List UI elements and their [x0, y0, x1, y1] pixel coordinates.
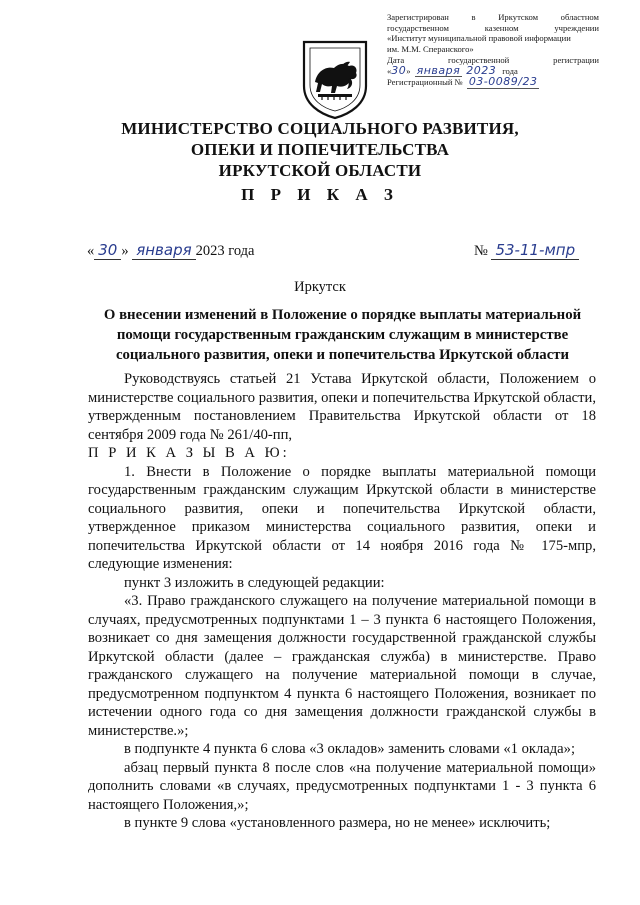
ministry-line: ИРКУТСКОЙ ОБЛАСТИ	[218, 161, 422, 180]
paragraph: «3. Право гражданского служащего на получение материальной помощи в случаях, предусмотренных подпунктами 1 – 3 пункта 6 настоящего Положения, возникает со дня замещения должности государственной гражданской службы Иркутской области (далее – гражданская служба) в министерстве. Право гражданского служащего на получение материальной помощи в случае, предусмотренном подпунктом 4 пункта 6 настоящего Положения, возникает по истечении одного года со дня замещения должности гражданской службы в министерстве.»;	[88, 593, 596, 739]
registration-line: Зарегистрирован в Иркутском областном	[387, 12, 599, 22]
registration-date-month: января	[416, 63, 461, 77]
paragraph: Руководствуясь статьей 21 Устава Иркутской области, Положением о министерстве социального развития, опеки и попечительства Иркутской области, утвержденным постановлением Правительства Иркутской области от 18 сентября 2009 года № 261/40-пп,	[88, 371, 596, 443]
registration-date-open: «	[387, 65, 392, 76]
ministry-line: МИНИСТЕРСТВО СОЦИАЛЬНОГО РАЗВИТИЯ,	[121, 119, 519, 138]
registration-line: им. М.М. Сперанского»	[387, 44, 474, 55]
document-body	[88, 370, 596, 833]
order-date-open: «	[87, 243, 95, 259]
order-number	[474, 241, 579, 260]
ministry-name	[0, 118, 640, 181]
ministry-line: ОПЕКИ И ПОПЕЧИТЕЛЬСТВА	[190, 140, 450, 159]
order-number-value: 53-11-мпр	[491, 241, 579, 260]
registration-stamp	[387, 12, 599, 89]
order-date-day: 30	[94, 241, 121, 260]
registration-line: Дата государственной регистрации	[387, 54, 599, 65]
city-name: Иркутск	[294, 279, 346, 295]
document-type: П Р И К А З	[241, 185, 399, 204]
paragraph: в пункте 9 слова «установленного размера, но не менее» исключить;	[124, 815, 551, 831]
order-word: П Р И К А З Ы В А Ю:	[88, 445, 290, 461]
irkutsk-coat-of-arms-icon	[300, 38, 370, 120]
registration-date-day: 30	[391, 63, 407, 77]
order-date-month: января	[132, 241, 195, 260]
order-date	[87, 241, 255, 260]
registration-number	[387, 77, 599, 89]
registration-number-value: 03-0089/23	[468, 75, 538, 89]
order-number-label: №	[474, 243, 488, 259]
registration-date-year: 2023	[466, 63, 497, 77]
paragraph: в подпункте 4 пункта 6 слова «3 окладов» заменить словами «1 оклада»;	[124, 741, 576, 757]
order-date-close: »	[121, 243, 129, 259]
registration-date-suffix: года	[502, 65, 518, 76]
paragraph: абзац первый пункта 8 после слов «на получение материальной помощи» дополнить словами «в случаях, предусмотренных подпунктами 1 - 3 пункта 6 настоящего Положения,»;	[88, 759, 596, 813]
registration-number-label: Регистрационный №	[387, 77, 463, 88]
registration-line: «Институт муниципальной правовой информации	[387, 33, 571, 44]
document-title: О внесении изменений в Положение о порядке выплаты материальной помощи государственным гражданским служащим в министерстве социального развития, опеки и попечительства Иркутской области	[103, 307, 582, 363]
registration-line: государственном казенном учреждении	[387, 22, 599, 33]
paragraph: 1. Внести в Положение о порядке выплаты материальной помощи государственным гражданским служащим Иркутской области в министерстве социального развития, опеки и попечительства Иркутской области, утвержденное приказом министерства социального развития, опеки и попечительства Иркутской области от 14 ноября 2016 года № 175-мпр, следующие изменения:	[88, 463, 596, 572]
paragraph: пункт 3 изложить в следующей редакции:	[124, 574, 385, 591]
order-date-year: 2023 года	[195, 243, 255, 259]
registration-date-close: »	[406, 65, 411, 76]
